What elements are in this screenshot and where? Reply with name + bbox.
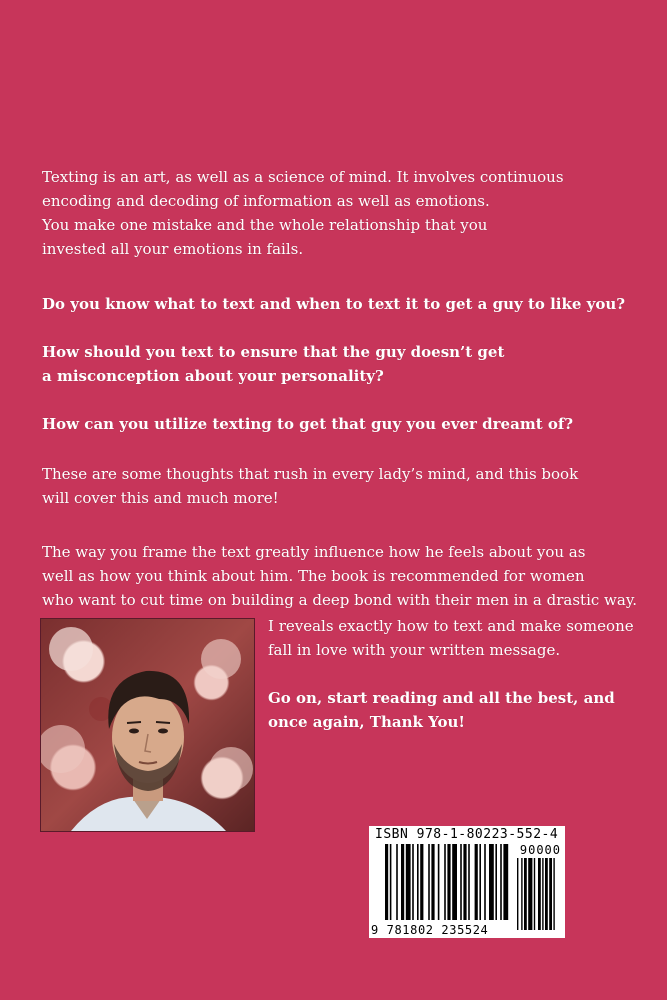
barcode-addon-bar	[545, 858, 548, 930]
barcode-addon-bar	[517, 858, 518, 930]
barcode-bar	[447, 844, 450, 920]
barcode-addon-bar	[549, 858, 552, 930]
barcode-bar	[420, 844, 423, 920]
barcode-bar	[390, 844, 392, 920]
barcode-bar	[484, 844, 486, 920]
barcode-addon-bar	[538, 858, 541, 930]
thoughts-paragraph: These are some thoughts that rush in every lady’s mind, and this book will cover this and much more!	[42, 465, 579, 507]
barcode-addon-bar	[521, 858, 522, 930]
barcode-addon-bar	[542, 858, 543, 930]
isbn-barcode	[369, 826, 565, 938]
intro-paragraph: Texting is an art, as well as a science of mind. It involves continuous encoding and decoding of information as well as emotions. You make one mistake and the whole relationship that you invested all your emotions in fails.	[42, 168, 564, 258]
question-paragraph-1: Do you know what to text and when to text it to get a guy to like you?	[42, 295, 626, 313]
author-photo-illustration	[41, 619, 254, 831]
price-addon-number: 90000	[519, 843, 561, 857]
barcode-addon-bar	[534, 858, 535, 930]
barcode-bar	[438, 844, 440, 920]
barcode-bar	[500, 844, 502, 920]
framing-paragraph: The way you frame the text greatly influence how he feels about you as well as how you think about him. The book is recommended for women who want to cut time on building a deep bond with their men in a drastic way.	[42, 543, 638, 609]
barcode-addon-bar	[528, 858, 532, 930]
barcode-addon-bar	[553, 858, 554, 930]
barcode-bar	[417, 844, 419, 920]
barcode-bar	[412, 844, 414, 920]
barcode-addon-bar	[524, 858, 527, 930]
barcode-bar	[468, 844, 470, 920]
isbn-label: ISBN 978-1-80223-552-4	[375, 827, 559, 842]
barcode-bar	[503, 844, 508, 920]
barcode-bar	[475, 844, 478, 920]
question-paragraph-3: How can you utilize texting to get that guy you ever dreamt of?	[42, 415, 574, 433]
barcode-bar	[452, 844, 457, 920]
barcode-bar	[401, 844, 404, 920]
barcode-bar	[460, 844, 462, 920]
barcode-bar	[385, 844, 388, 920]
barcode-bar	[406, 844, 411, 920]
barcode-bar	[431, 844, 434, 920]
barcode-bar	[396, 844, 398, 920]
barcode-bar	[495, 844, 497, 920]
author-photo	[40, 618, 255, 832]
barcode-bar	[428, 844, 430, 920]
barcode-bar	[463, 844, 466, 920]
closing-paragraph: Go on, start reading and all the best, and once again, Thank You!	[268, 689, 615, 731]
barcode-bar	[479, 844, 481, 920]
barcode-bar	[489, 844, 494, 920]
ean-number: 9 781802 235524	[371, 923, 489, 937]
question-paragraph-2: How should you text to ensure that the guy doesn’t get a misconception about your personality?	[42, 343, 505, 385]
barcode-bar	[444, 844, 446, 920]
reveal-paragraph: I reveals exactly how to text and make someone fall in love with your written message.	[268, 617, 634, 659]
